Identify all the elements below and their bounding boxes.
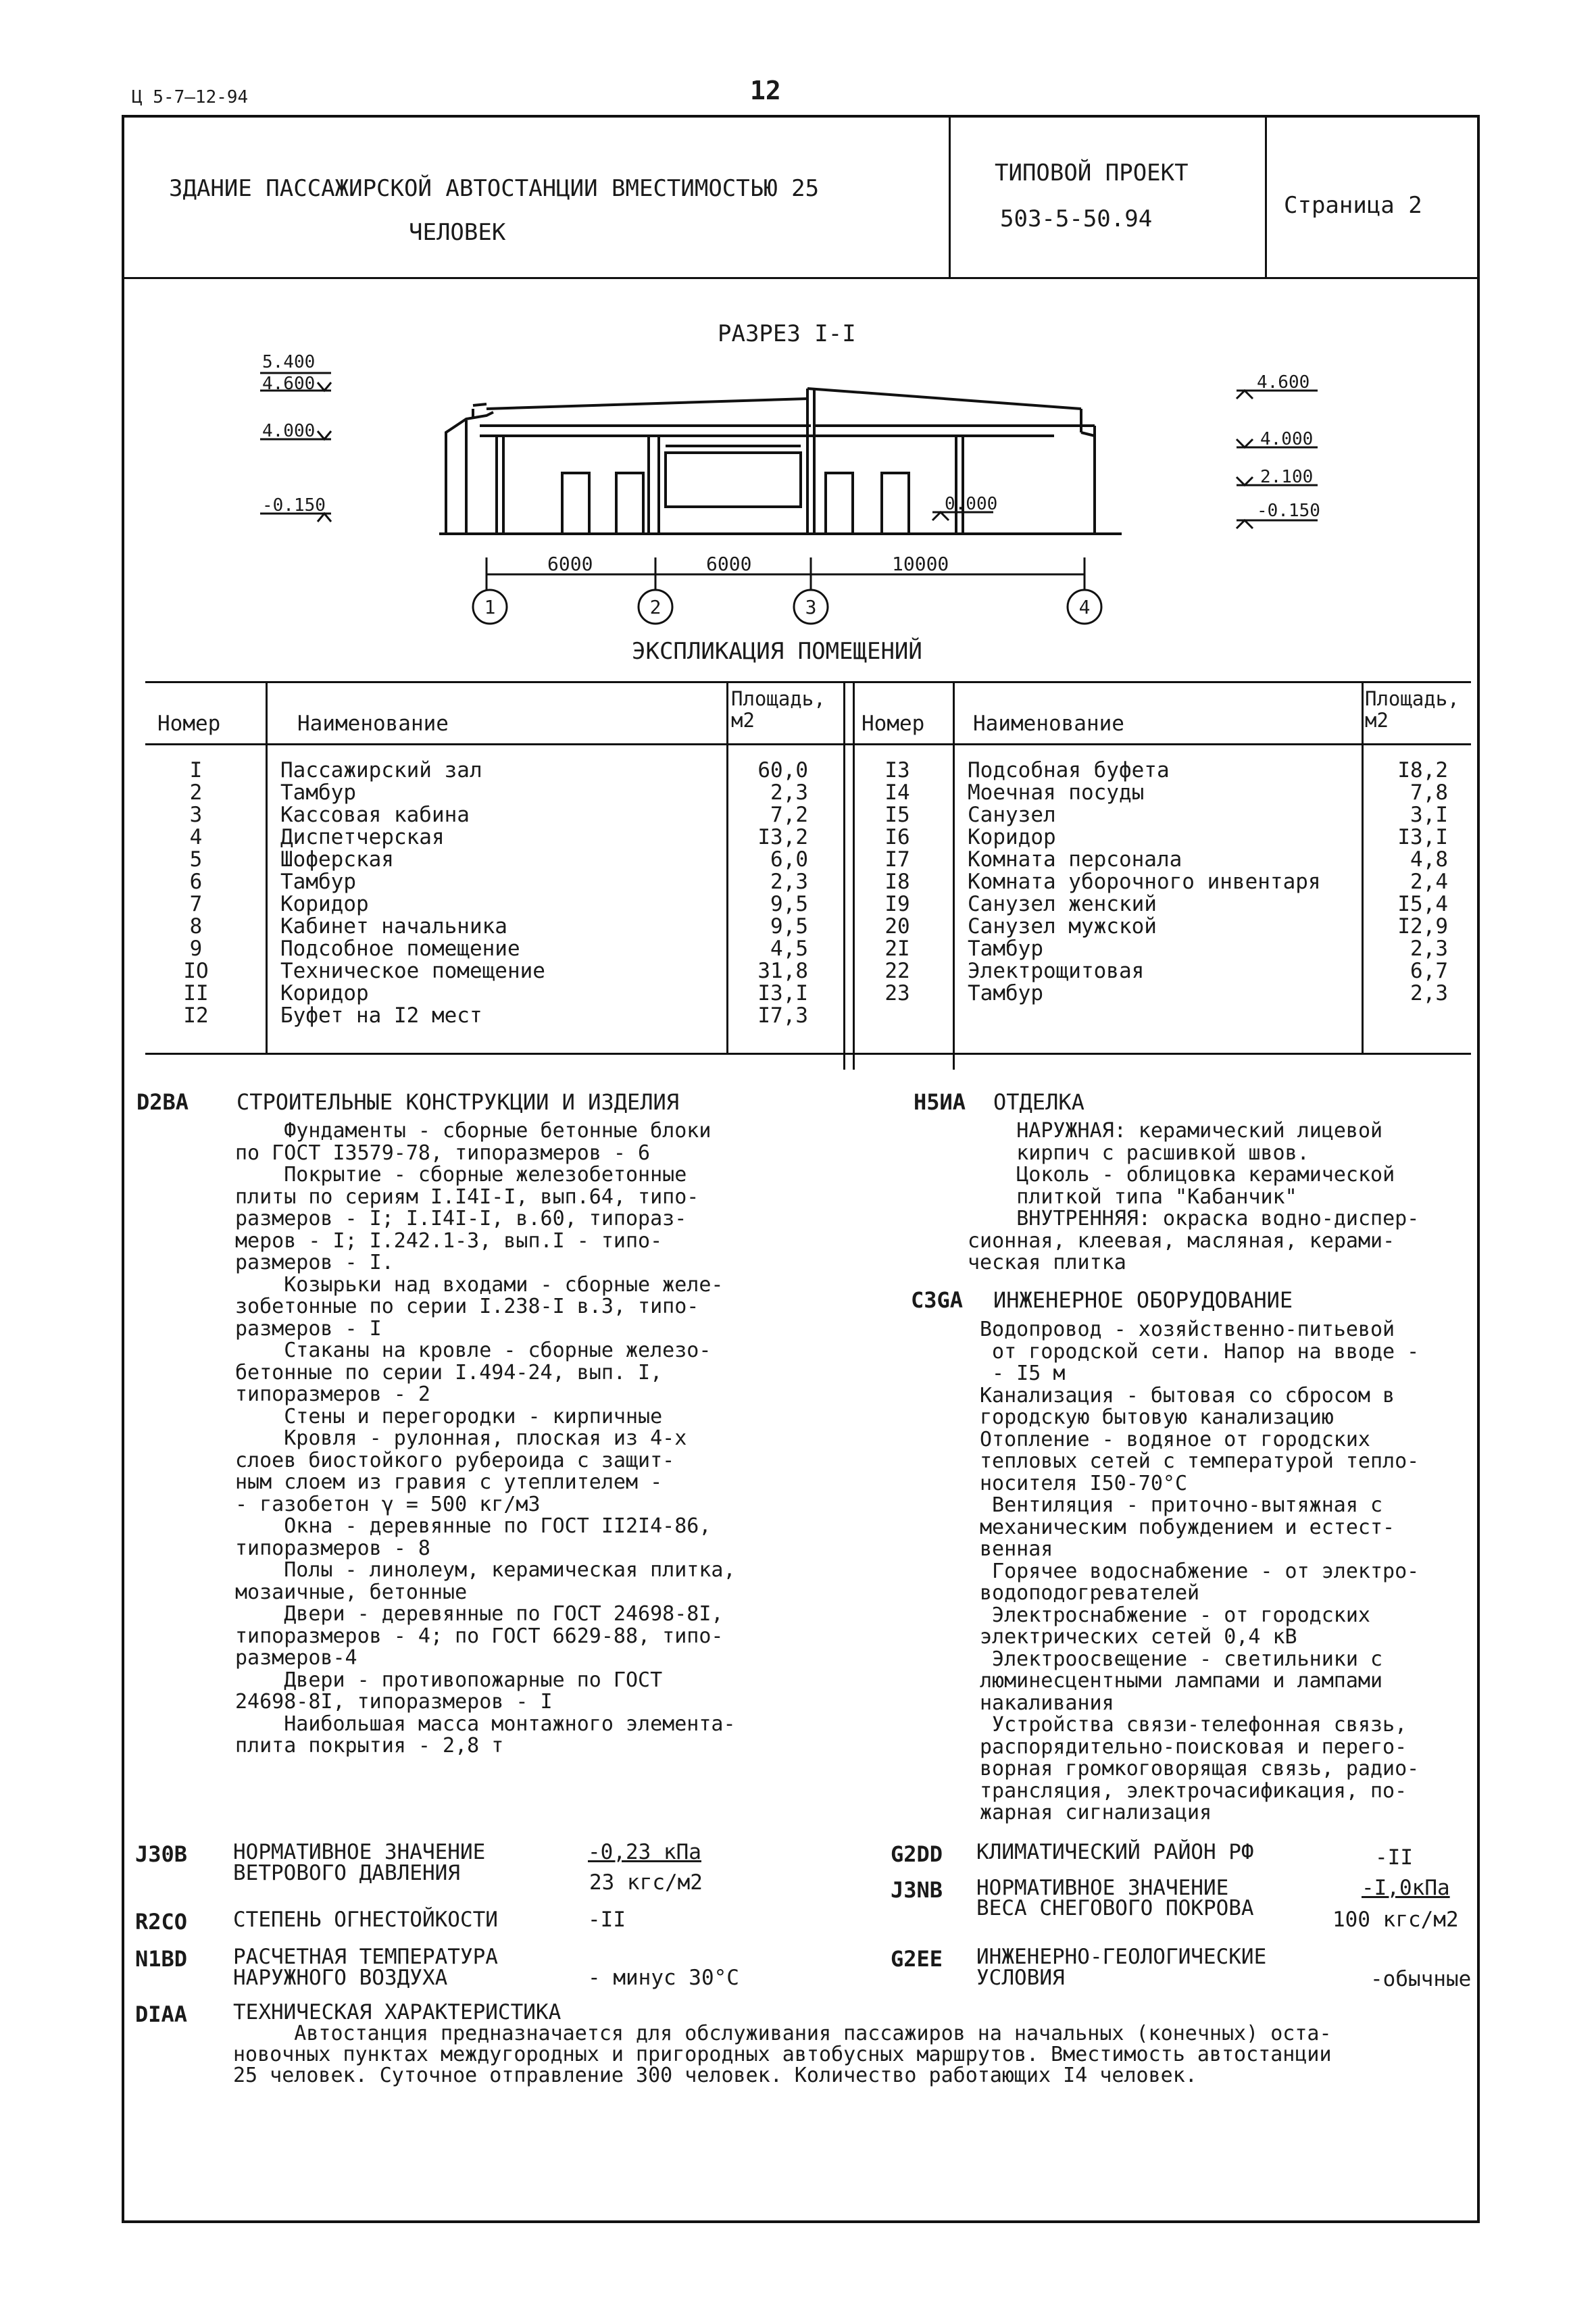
snow-label-1: НОРМАТИВНОЕ ЗНАЧЕНИЕ — [976, 1876, 1229, 1900]
axis-2: 2 — [649, 596, 662, 618]
level-left-4600: 4.600 — [262, 374, 316, 394]
col-header-area-left: Площадь, м2 — [731, 687, 826, 732]
temp-value: - минус 30°С — [588, 1966, 739, 1990]
right-room-numbers: I3 I4 I5 I6 I7 I8 I9 20 2I 22 23 — [884, 758, 910, 1005]
col-header-name-left: Наименование — [297, 712, 449, 736]
col-header-name-right: Наименование — [973, 712, 1124, 736]
engineering-code: C3GA — [911, 1287, 964, 1313]
characteristic-title: ТЕХНИЧЕСКАЯ ХАРАКТЕРИСТИКА — [233, 2000, 562, 2024]
geo-label-1: ИНЖЕНЕРНО-ГЕОЛОГИЧЕСКИЕ — [976, 1945, 1267, 1969]
fire-code: R2CO — [135, 1909, 188, 1935]
wind-code: J30B — [135, 1841, 188, 1867]
temp-label-1: РАСЧЕТНАЯ ТЕМПЕРАТУРА — [233, 1945, 498, 1969]
snow-value-2: 100 кгс/м2 — [1332, 1908, 1459, 1932]
level-inner-0000: 0.000 — [945, 494, 998, 514]
engineering-body: Водопровод - хозяйственно-питьевой от городской сети. Напор на вводе - - I5 м Канализация - бытовая со сбросом в городскую бытовую канализацию Отопление - водяное от городских тепловых сетей с температурой тепло- носителя I50-70°С Вентиляция - приточно-вытяжная с механическим побуждением и естест- венная Горячее водоснабжение - от электро- водоподогревателей Электроснабжение - от городских электрических сетей 0,4 кВ Электроосвещение - светильники с люминесцентными лампами и лампами накаливания Устройства связи-телефонная связь, распорядительно-поисковая и перего- ворная громкоговорящая связь, радио- трансляция, электрочасификация, по- жарная сигнализация — [980, 1318, 1420, 1824]
temp-code: N1BD — [135, 1946, 188, 1972]
level-right-4600: 4.600 — [1257, 372, 1310, 393]
geo-value: -обычные — [1370, 1967, 1472, 1991]
level-right-2100: 2.100 — [1260, 467, 1314, 487]
characteristic-body: Автостанция предназначается для обслуживания пассажиров на начальных (конечных) оста- новочных пунктах междугородных и пригородных автобусных маршрутов. Вместимость автостанции 25 человек. Суточное отправление 300 человек. Количество работающих I4 человек. — [233, 2022, 1332, 2087]
level-right-4000: 4.000 — [1260, 429, 1314, 449]
fire-label: СТЕПЕНЬ ОГНЕСТОЙКОСТИ — [233, 1908, 498, 1932]
climate-code: G2DD — [891, 1841, 943, 1867]
finishing-body: НАРУЖНАЯ: керамический лицевой кирпич с расшивкой швов. Цоколь - облицовка керамической плиткой типа "Кабанчик" ВНУТРЕННЯЯ: окраска водно-диспер- сионная, клеевая, масляная, керами- ческая плитка — [968, 1119, 1420, 1274]
page-number: 12 — [750, 76, 781, 105]
project-number: 503-5-50.94 — [1000, 205, 1153, 232]
temp-label-2: НАРУЖНОГО ВОЗДУХА — [233, 1966, 448, 1990]
section-title: РАЗРЕЗ I-I — [718, 320, 856, 347]
right-room-names: Подсобная буфета Моечная посуды Санузел Коридор Комната персонала Комната уборочного инвентаря Санузел женский Санузел мужской Тамбур Электрощитовая Тамбур — [968, 758, 1321, 1005]
left-room-names: Пассажирский зал Тамбур Кассовая кабина Диспетчерская Шоферская Тамбур Коридор Кабинет начальника Подсобное помещение Техническое помещение Коридор Буфет на I2 мест — [280, 758, 545, 1028]
col-header-number-right: Номер — [862, 712, 925, 736]
wind-value-2: 23 кгс/м2 — [589, 1870, 703, 1895]
characteristic-code: DIAA — [135, 2001, 188, 2027]
climate-value: -II — [1375, 1845, 1413, 1870]
axis-3: 3 — [805, 596, 817, 618]
document-code: Ц 5-7—12-94 — [132, 87, 249, 107]
span-1: 6000 — [547, 553, 593, 575]
constructions-code: D2BA — [136, 1089, 189, 1115]
snow-code: J3NB — [891, 1877, 943, 1903]
section-drawing — [0, 0, 1596, 676]
level-right-minus0150: -0.150 — [1257, 501, 1320, 521]
finishing-code: H5ИA — [914, 1089, 966, 1115]
project-label: ТИПОВОЙ ПРОЕКТ — [995, 159, 1189, 186]
span-3: 10000 — [892, 553, 949, 575]
axis-1: 1 — [484, 596, 496, 618]
level-left-5400: 5.400 — [262, 352, 316, 372]
wind-label-2: ВЕТРОВОГО ДАВЛЕНИЯ — [233, 1861, 460, 1885]
snow-label-2: ВЕСА СНЕГОВОГО ПОКРОВА — [976, 1896, 1254, 1920]
span-2: 6000 — [706, 553, 752, 575]
finishing-title: ОТДЕЛКА — [993, 1089, 1084, 1115]
building-title-line1: ЗДАНИЕ ПАССАЖИРСКОЙ АВТОСТАНЦИИ ВМЕСТИМОСТЬЮ 25 — [169, 175, 820, 202]
fire-value: -II — [588, 1908, 626, 1932]
level-left-4000: 4.000 — [262, 421, 316, 441]
geo-code: G2EE — [891, 1946, 943, 1972]
sheet-label: Страница 2 — [1284, 192, 1422, 219]
wind-value-1: -0,23 кПа — [588, 1840, 701, 1864]
engineering-title: ИНЖЕНЕРНОЕ ОБОРУДОВАНИЕ — [993, 1287, 1293, 1313]
constructions-body: Фундаменты - сборные бетонные блоки по ГОСТ I3579-78, типоразмеров - 6 Покрытие - сборные железобетонные плиты по сериям I.I4I-I, вып.64, типо- размеров - I; I.I4I-I, в.60, типораз- меров - I; I.242.1-3, вып.I - типо- размеров - I. Козырьки над входами - сборные желе- зобетонные по серии I.238-I в.3, типо- размеров - I Стаканы на кровле - сборные железо- бетонные по серии I.494-24, вып. I, типоразмеров - 2 Стены и перегородки - кирпичные Кровля - рулонная, плоская из 4-х слоев биостойкого рубероида с защит- ным слоем из гравия с утеплителем - - газобетон γ = 500 кг/м3 Окна - деревянные по ГОСТ II2I4-86, типоразмеров - 8 Полы - линолеум, керамическая плитка, мозаичные, бетонные Двери - деревянные по ГОСТ 24698-8I, типоразмеров - 4; по ГОСТ 6629-88, типо- размеров-4 Двери - противопожарные по ГОСТ 24698-8I, типоразмеров - I Наибольшая масса монтажного элемента- плита покрытия - 2,8 т — [235, 1119, 736, 1758]
col-header-area-right: Площадь, м2 — [1365, 687, 1460, 732]
wind-label-1: НОРМАТИВНОЕ ЗНАЧЕНИЕ — [233, 1840, 486, 1864]
snow-value-1: -I,0кПа — [1362, 1876, 1450, 1900]
explication-title: ЭКСПЛИКАЦИЯ ПОМЕЩЕНИЙ — [632, 638, 922, 665]
geo-label-2: УСЛОВИЯ — [976, 1966, 1065, 1990]
left-room-areas: 60,0 2,3 7,2 I3,2 6,0 2,3 9,5 9,5 4,5 31,8 I3,I I7,3 — [757, 758, 808, 1028]
axis-4: 4 — [1078, 596, 1091, 618]
constructions-title: СТРОИТЕЛЬНЫЕ КОНСТРУКЦИИ И ИЗДЕЛИЯ — [236, 1089, 680, 1115]
building-title-line2: ЧЕЛОВЕК — [409, 219, 506, 246]
col-header-number-left: Номер — [157, 712, 221, 736]
climate-label: КЛИМАТИЧЕСКИЙ РАЙОН РФ — [976, 1840, 1254, 1864]
right-room-areas: I8,2 7,8 3,I I3,I 4,8 2,4 I5,4 I2,9 2,3 6,7 2,3 — [1397, 758, 1448, 1005]
left-room-numbers: I 2 3 4 5 6 7 8 9 IO II I2 — [183, 758, 209, 1028]
level-left-minus0150: -0.150 — [262, 495, 326, 516]
